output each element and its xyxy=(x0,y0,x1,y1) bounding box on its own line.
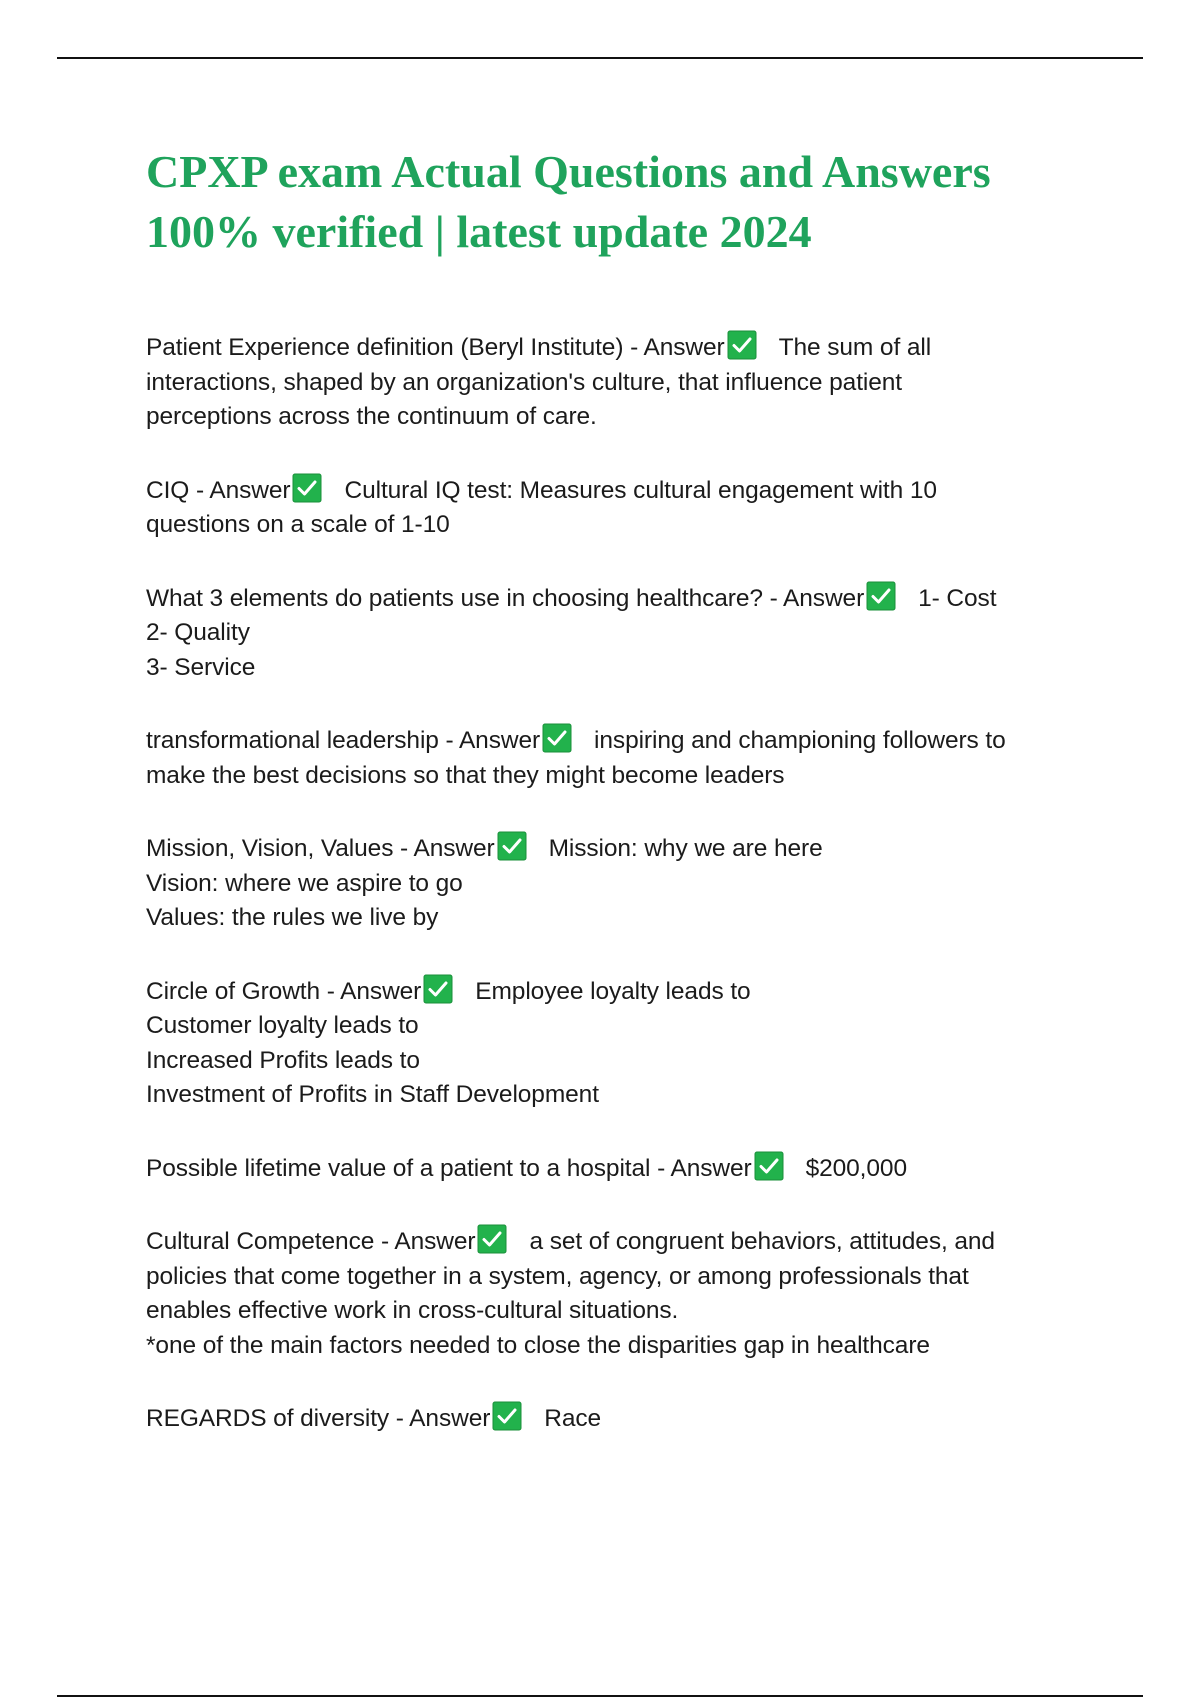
answer-text: inspiring and championing followers to xyxy=(594,727,1006,754)
answer-line: perceptions across the continuum of care. xyxy=(146,403,597,430)
bottom-divider xyxy=(57,1695,1143,1697)
qa-first-line xyxy=(146,831,1106,867)
qa-item xyxy=(146,473,1106,543)
qa-first-line xyxy=(146,723,1106,759)
qa-item xyxy=(146,974,1106,1113)
answer-text: The sum of all xyxy=(778,334,932,361)
answer-line: Values: the rules we live by xyxy=(146,904,439,931)
title-line-2: 100% verified | latest update 2024 xyxy=(146,206,812,257)
qa-item xyxy=(146,723,1106,793)
qa-first-line xyxy=(146,1151,1106,1187)
answer-line: Investment of Profits in Staff Development xyxy=(146,1081,599,1108)
answer-text: Mission: why we are here xyxy=(548,835,823,862)
answer-text: Employee loyalty leads to xyxy=(475,977,751,1005)
question-text: REGARDS of diversity - Answer xyxy=(146,1405,491,1432)
answer-line: 2- Quality xyxy=(146,619,250,646)
title-line-1: CPXP exam Actual Questions and Answers xyxy=(146,146,991,197)
check-mark-button-icon xyxy=(754,1151,784,1181)
check-mark-button-icon xyxy=(423,974,453,1004)
check-mark-button-icon xyxy=(477,1224,507,1254)
answer-text: $200,000 xyxy=(805,1154,907,1182)
top-divider xyxy=(57,57,1143,59)
answer-line: *one of the main factors needed to close the disparities gap in healthcare xyxy=(146,1331,930,1359)
qa-list xyxy=(146,330,1106,1475)
answer-text: 1- Cost xyxy=(918,584,997,612)
answer-text: a set of congruent behaviors, attitudes, and xyxy=(529,1228,995,1255)
check-mark-button-icon xyxy=(292,473,322,503)
question-text: Possible lifetime value of a patient to a hospital - Answer xyxy=(146,1154,752,1182)
answer-line: questions on a scale of 1-10 xyxy=(146,511,450,538)
answer-line: Increased Profits leads to xyxy=(146,1046,420,1074)
check-mark-button-icon xyxy=(492,1401,522,1431)
check-mark-button-icon xyxy=(542,723,572,753)
qa-first-line xyxy=(146,974,1106,1010)
check-mark-button-icon xyxy=(497,831,527,861)
question-text: Patient Experience definition (Beryl Institute) - Answer xyxy=(146,334,725,361)
qa-first-line xyxy=(146,1224,1106,1260)
document-title xyxy=(146,142,1086,262)
answer-text: Cultural IQ test: Measures cultural engagement with 10 xyxy=(344,476,937,504)
qa-item xyxy=(146,1224,1106,1363)
qa-item xyxy=(146,330,1106,435)
qa-first-line xyxy=(146,581,1106,617)
question-text: Mission, Vision, Values - Answer xyxy=(146,835,495,862)
answer-line: 3- Service xyxy=(146,653,256,681)
answer-line: Customer loyalty leads to xyxy=(146,1012,419,1039)
qa-first-line xyxy=(146,473,1106,509)
qa-item xyxy=(146,581,1106,686)
qa-first-line xyxy=(146,330,1106,366)
question-text: CIQ - Answer xyxy=(146,476,291,504)
answer-line: interactions, shaped by an organization's culture, that influence patient xyxy=(146,368,903,396)
question-text: Cultural Competence - Answer xyxy=(146,1228,476,1255)
qa-item xyxy=(146,1151,1106,1187)
answer-line: policies that come together in a system, agency, or among professionals that xyxy=(146,1262,969,1290)
check-mark-button-icon xyxy=(727,330,757,360)
question-text: transformational leadership - Answer xyxy=(146,727,541,754)
qa-item xyxy=(146,1401,1106,1437)
answer-text: Race xyxy=(544,1405,602,1432)
answer-line: enables effective work in cross-cultural situations. xyxy=(146,1297,679,1324)
check-mark-button-icon xyxy=(866,581,896,611)
qa-first-line xyxy=(146,1401,1106,1437)
question-text: Circle of Growth - Answer xyxy=(146,977,422,1005)
answer-line: make the best decisions so that they might become leaders xyxy=(146,761,785,789)
answer-line: Vision: where we aspire to go xyxy=(146,869,463,897)
question-text: What 3 elements do patients use in choosing healthcare? - Answer xyxy=(146,584,865,612)
qa-item xyxy=(146,831,1106,936)
